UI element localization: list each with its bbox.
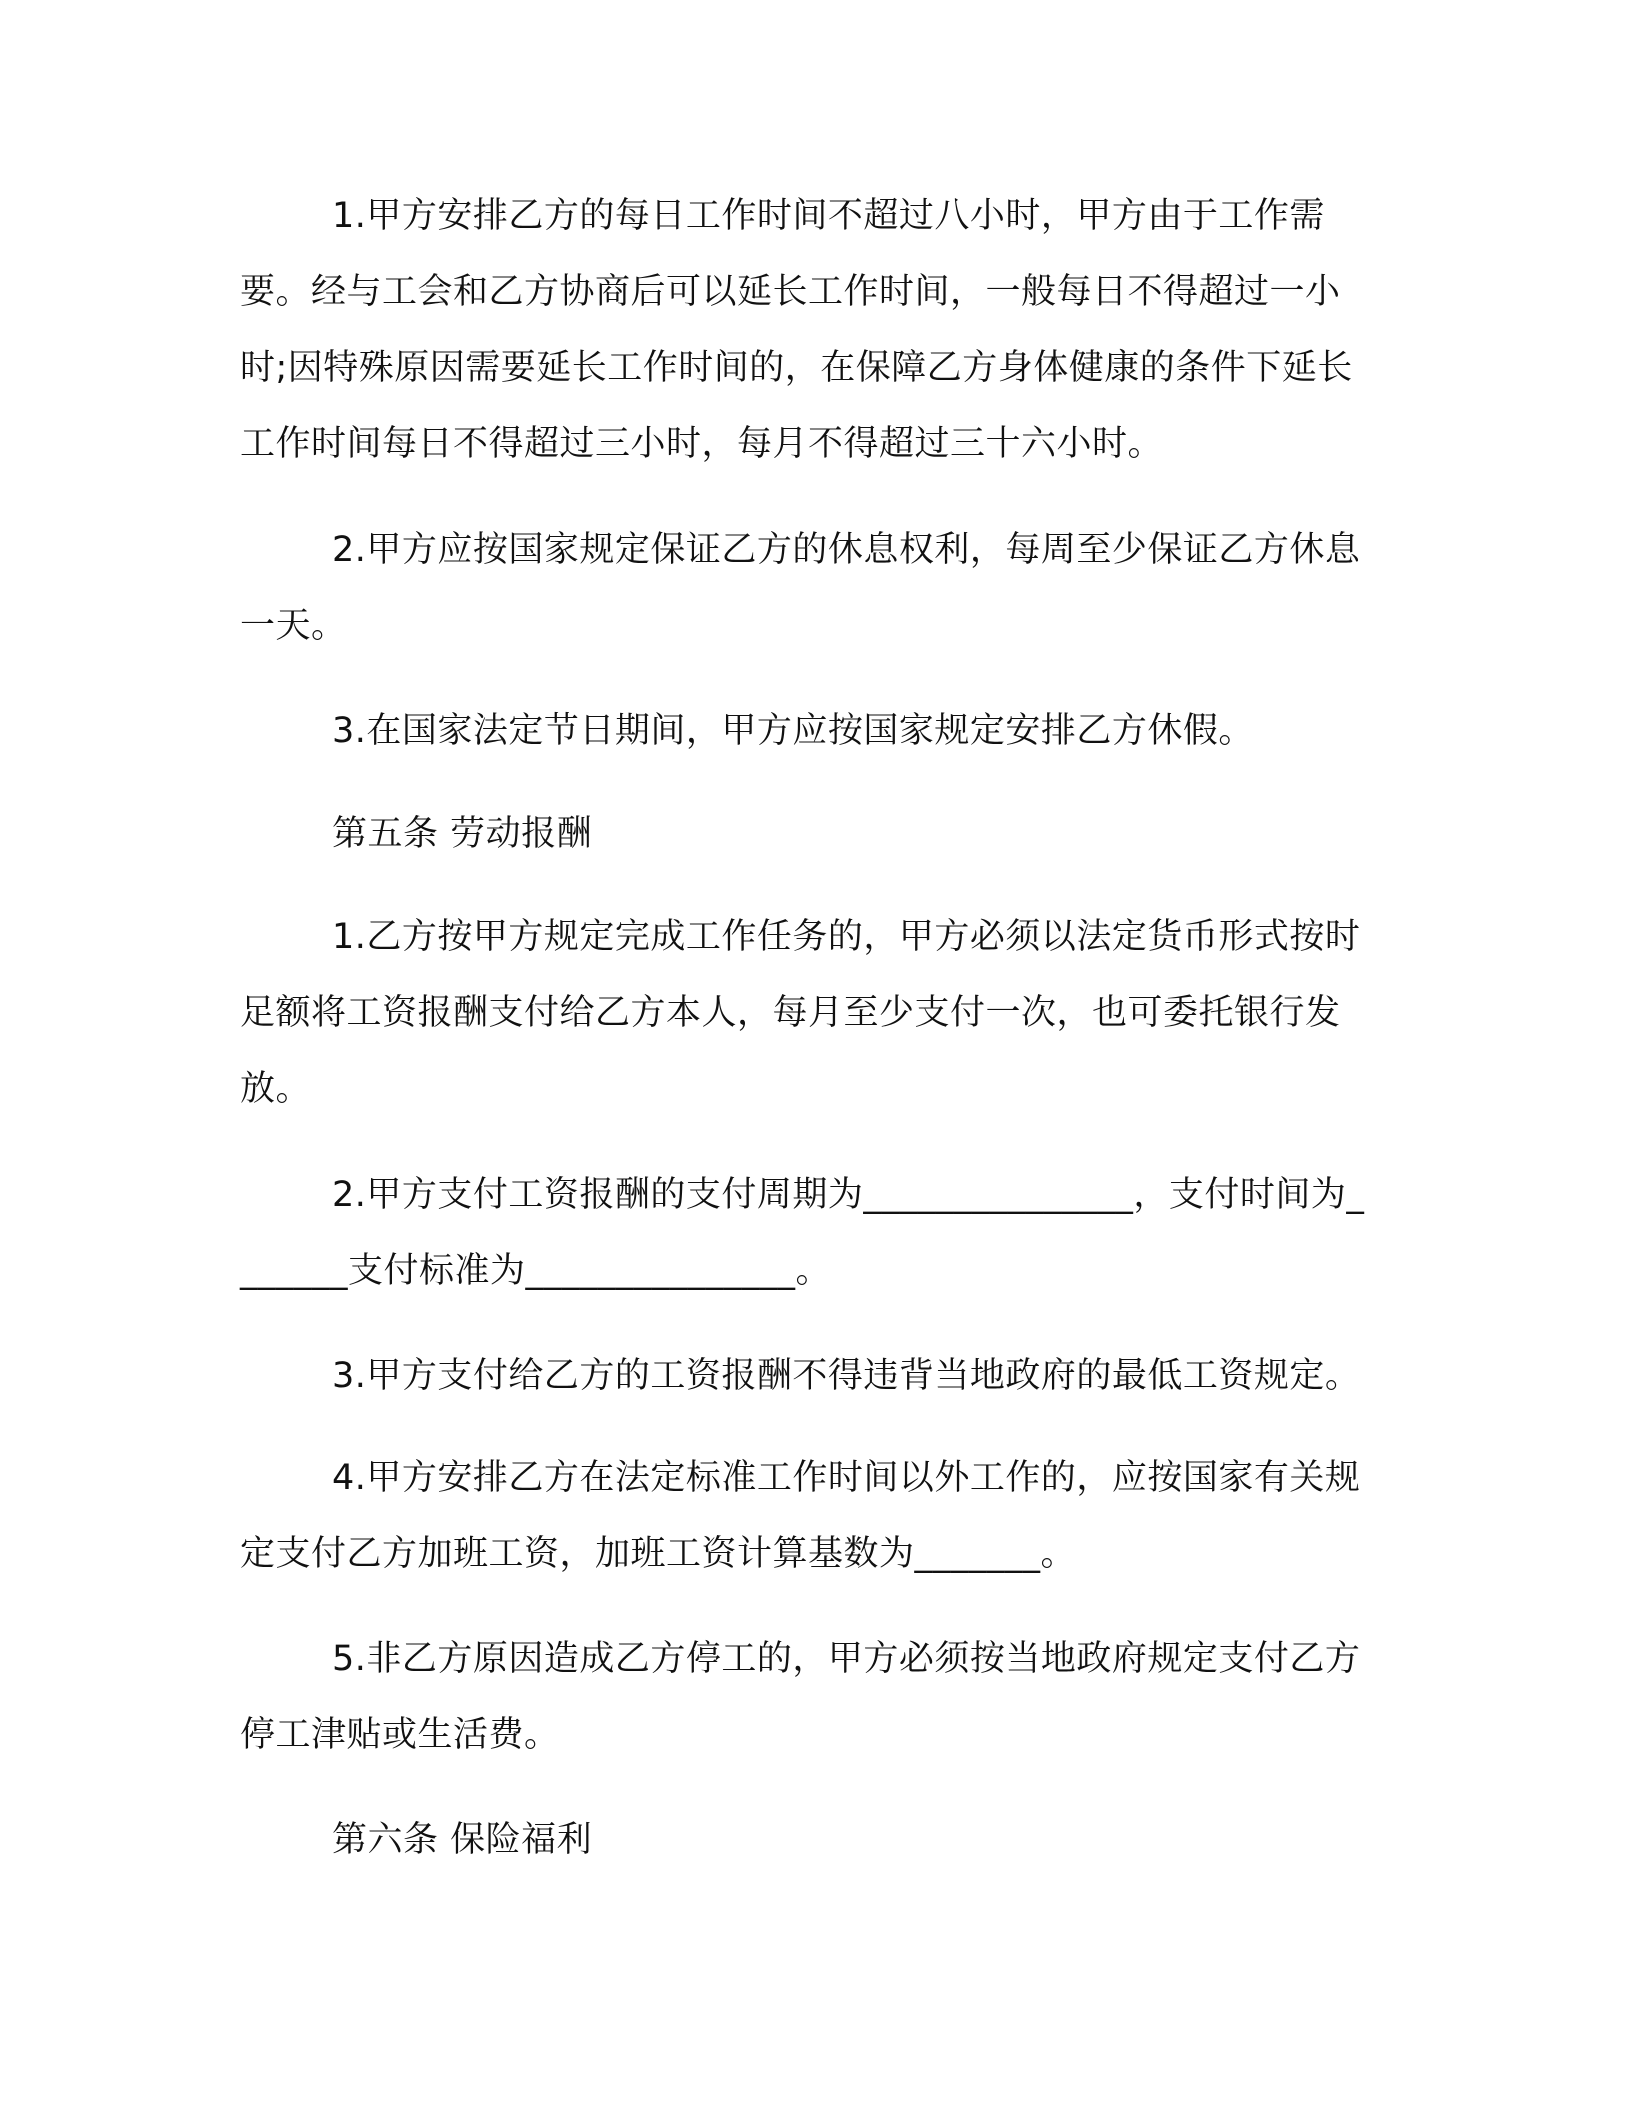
clause-4-item-2-rest-rights: 2.甲方应按国家规定保证乙方的休息权利，每周至少保证乙方休息一天。 [240,530,1361,646]
clause-5-item-2-pay-period: 2.甲方支付工资报酬的支付周期为_______________，支付时间为_______支付标准为_______________。 [240,1175,1365,1291]
clause-5-item-4-overtime: 4.甲方安排乙方在法定标准工作时间以外工作的，应按国家有关规定支付乙方加班工资，加班工资计算基数为_______。 [240,1458,1361,1574]
clause-5-item-1-payment: 1.乙方按甲方规定完成工作任务的，甲方必须以法定货币形式按时足额将工资报酬支付给乙方本人，每月至少支付一次，也可委托银行发放。 [240,917,1361,1109]
clause-5-item-5-stoppage: 5.非乙方原因造成乙方停工的，甲方必须按当地政府规定支付乙方停工津贴或生活费。 [240,1639,1361,1755]
clause-4-item-1-working-hours: 1.甲方安排乙方的每日工作时间不超过八小时，甲方由于工作需要。经与工会和乙方协商后可以延长工作时间，一般每日不得超过一小时;因特殊原因需要延长工作时间的，在保障乙方身体健康的条件下延长工作时间每日不得超过三小时，每月不得超过三十六小时。 [240,196,1353,464]
section-heading-article-5: 第五条 劳动报酬 [332,814,593,854]
clause-5-item-3-minimum-wage: 3.甲方支付给乙方的工资报酬不得违背当地政府的最低工资规定。 [332,1356,1361,1396]
clause-4-item-3-holidays: 3.在国家法定节日期间，甲方应按国家规定安排乙方休假。 [332,711,1254,751]
section-heading-article-6: 第六条 保险福利 [332,1820,593,1860]
